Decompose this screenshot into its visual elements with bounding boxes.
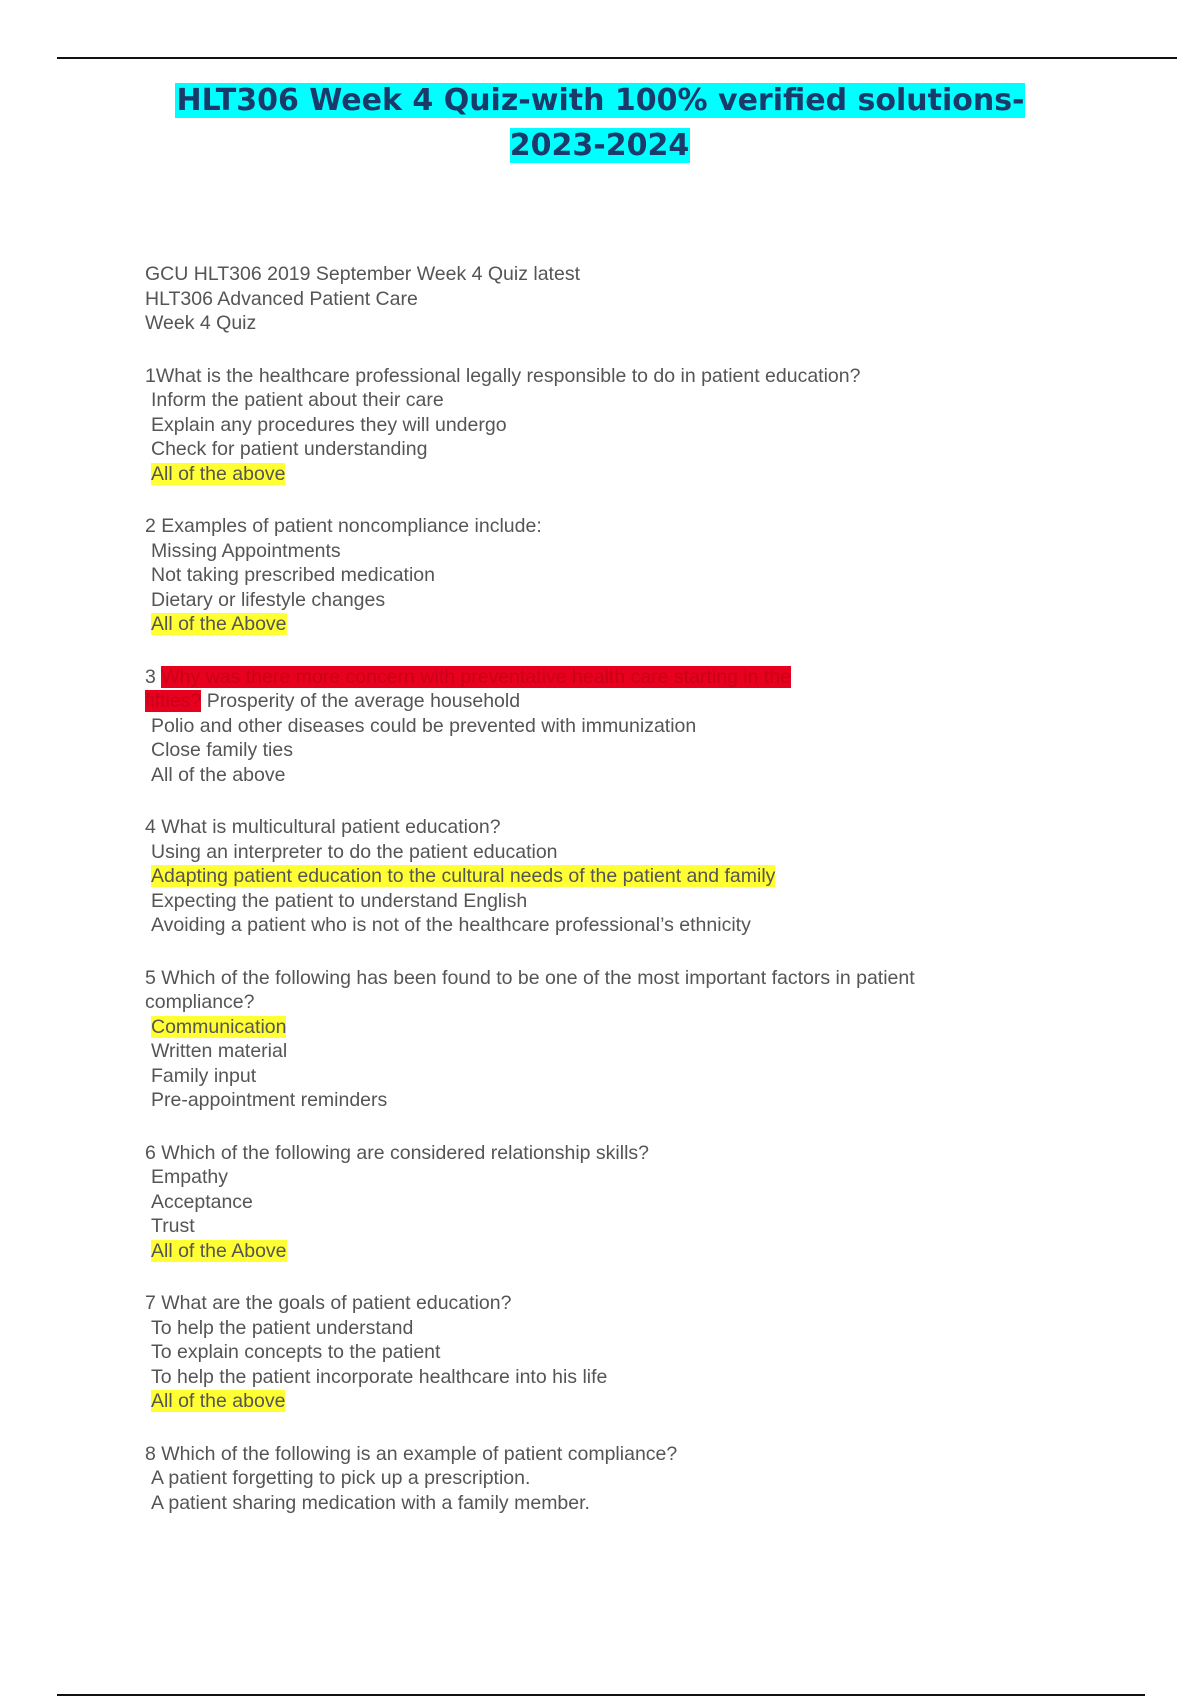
document-title: HLT306 Week 4 Quiz-with 100% verified solutions-2023-2024 [176,83,1025,164]
answer-option: Written material [151,1040,288,1062]
answer-option: Inform the patient about their care [151,389,444,411]
answer-option: Check for patient understanding [151,438,428,460]
question-8 [145,1442,1005,1516]
correct-answer: All of the Above [151,613,287,635]
question-6 [145,1141,1005,1264]
question-text: 1What is the healthcare professional legally responsible to do in patient education? [145,364,861,387]
course-line: GCU HLT306 2019 September Week 4 Quiz latest [145,263,580,285]
answer-option: Family input [151,1064,257,1087]
answer-option: Avoiding a patient who is not of the healthcare professional’s ethnicity [151,914,751,936]
answer-option: To help the patient understand [151,1316,414,1339]
question-text: 2 Examples of patient noncompliance include: [145,515,542,537]
answer-option: Dietary or lifestyle changes [151,588,386,611]
answer-option: Polio and other diseases could be prevented with immunization [151,714,697,737]
question-3 [145,665,1005,788]
course-title-line: HLT306 Advanced Patient Care [145,287,418,310]
answer-option: Not taking prescribed medication [151,564,435,586]
correct-answer: Communication [151,1015,287,1038]
answer-option: Explain any procedures they will undergo [151,413,507,436]
answer-option: Missing Appointments [151,539,341,562]
correct-answer: All of the above [151,1390,286,1412]
question-text: 6 Which of the following are considered relationship skills? [145,1141,650,1164]
quiz-content [145,262,1005,1515]
question-1 [145,364,1005,487]
answer-option: All of the above [151,763,286,786]
bottom-rule [57,1694,1145,1696]
answer-option: Using an interpreter to do the patient education [151,840,558,863]
redacted-question: Why was there more concern with preventative health care starting in the fifties? [145,665,792,712]
quiz-header [145,262,1005,336]
answer-option: Prosperity of the average household [206,690,521,712]
quiz-name-line: Week 4 Quiz [145,312,257,334]
question-text-redacted: 3 Why was there more concern with preventative health care starting in the fifties? Prosperity of the average household [145,665,792,712]
correct-answer: All of the Above [151,1239,287,1262]
question-7 [145,1291,1005,1414]
answer-option: Trust [151,1215,195,1237]
answer-option: Pre-appointment reminders [151,1089,388,1111]
correct-answer: Adapting patient education to the cultural needs of the patient and family [151,865,776,887]
answer-option: A patient sharing medication with a family member. [151,1491,590,1514]
question-5 [145,966,1005,1113]
answer-option: Acceptance [151,1190,253,1213]
correct-answer: All of the above [151,462,286,485]
answer-option: Close family ties [151,739,293,761]
answer-option: A patient forgetting to pick up a prescription. [151,1467,531,1489]
answer-option: To help the patient incorporate healthcare into his life [151,1365,608,1388]
question-text: 5 Which of the following has been found to be one of the most important factors in patient compliance? [145,966,915,1013]
answer-option: Expecting the patient to understand English [151,889,528,912]
answer-option: To explain concepts to the patient [151,1341,441,1363]
answer-option: Empathy [151,1166,228,1188]
question-text: 4 What is multicultural patient education? [145,816,501,838]
question-text: 7 What are the goals of patient education? [145,1292,512,1314]
question-text: 8 Which of the following is an example of patient compliance? [145,1442,678,1465]
question-4 [145,815,1005,938]
top-rule [57,57,1177,59]
question-2 [145,514,1005,637]
